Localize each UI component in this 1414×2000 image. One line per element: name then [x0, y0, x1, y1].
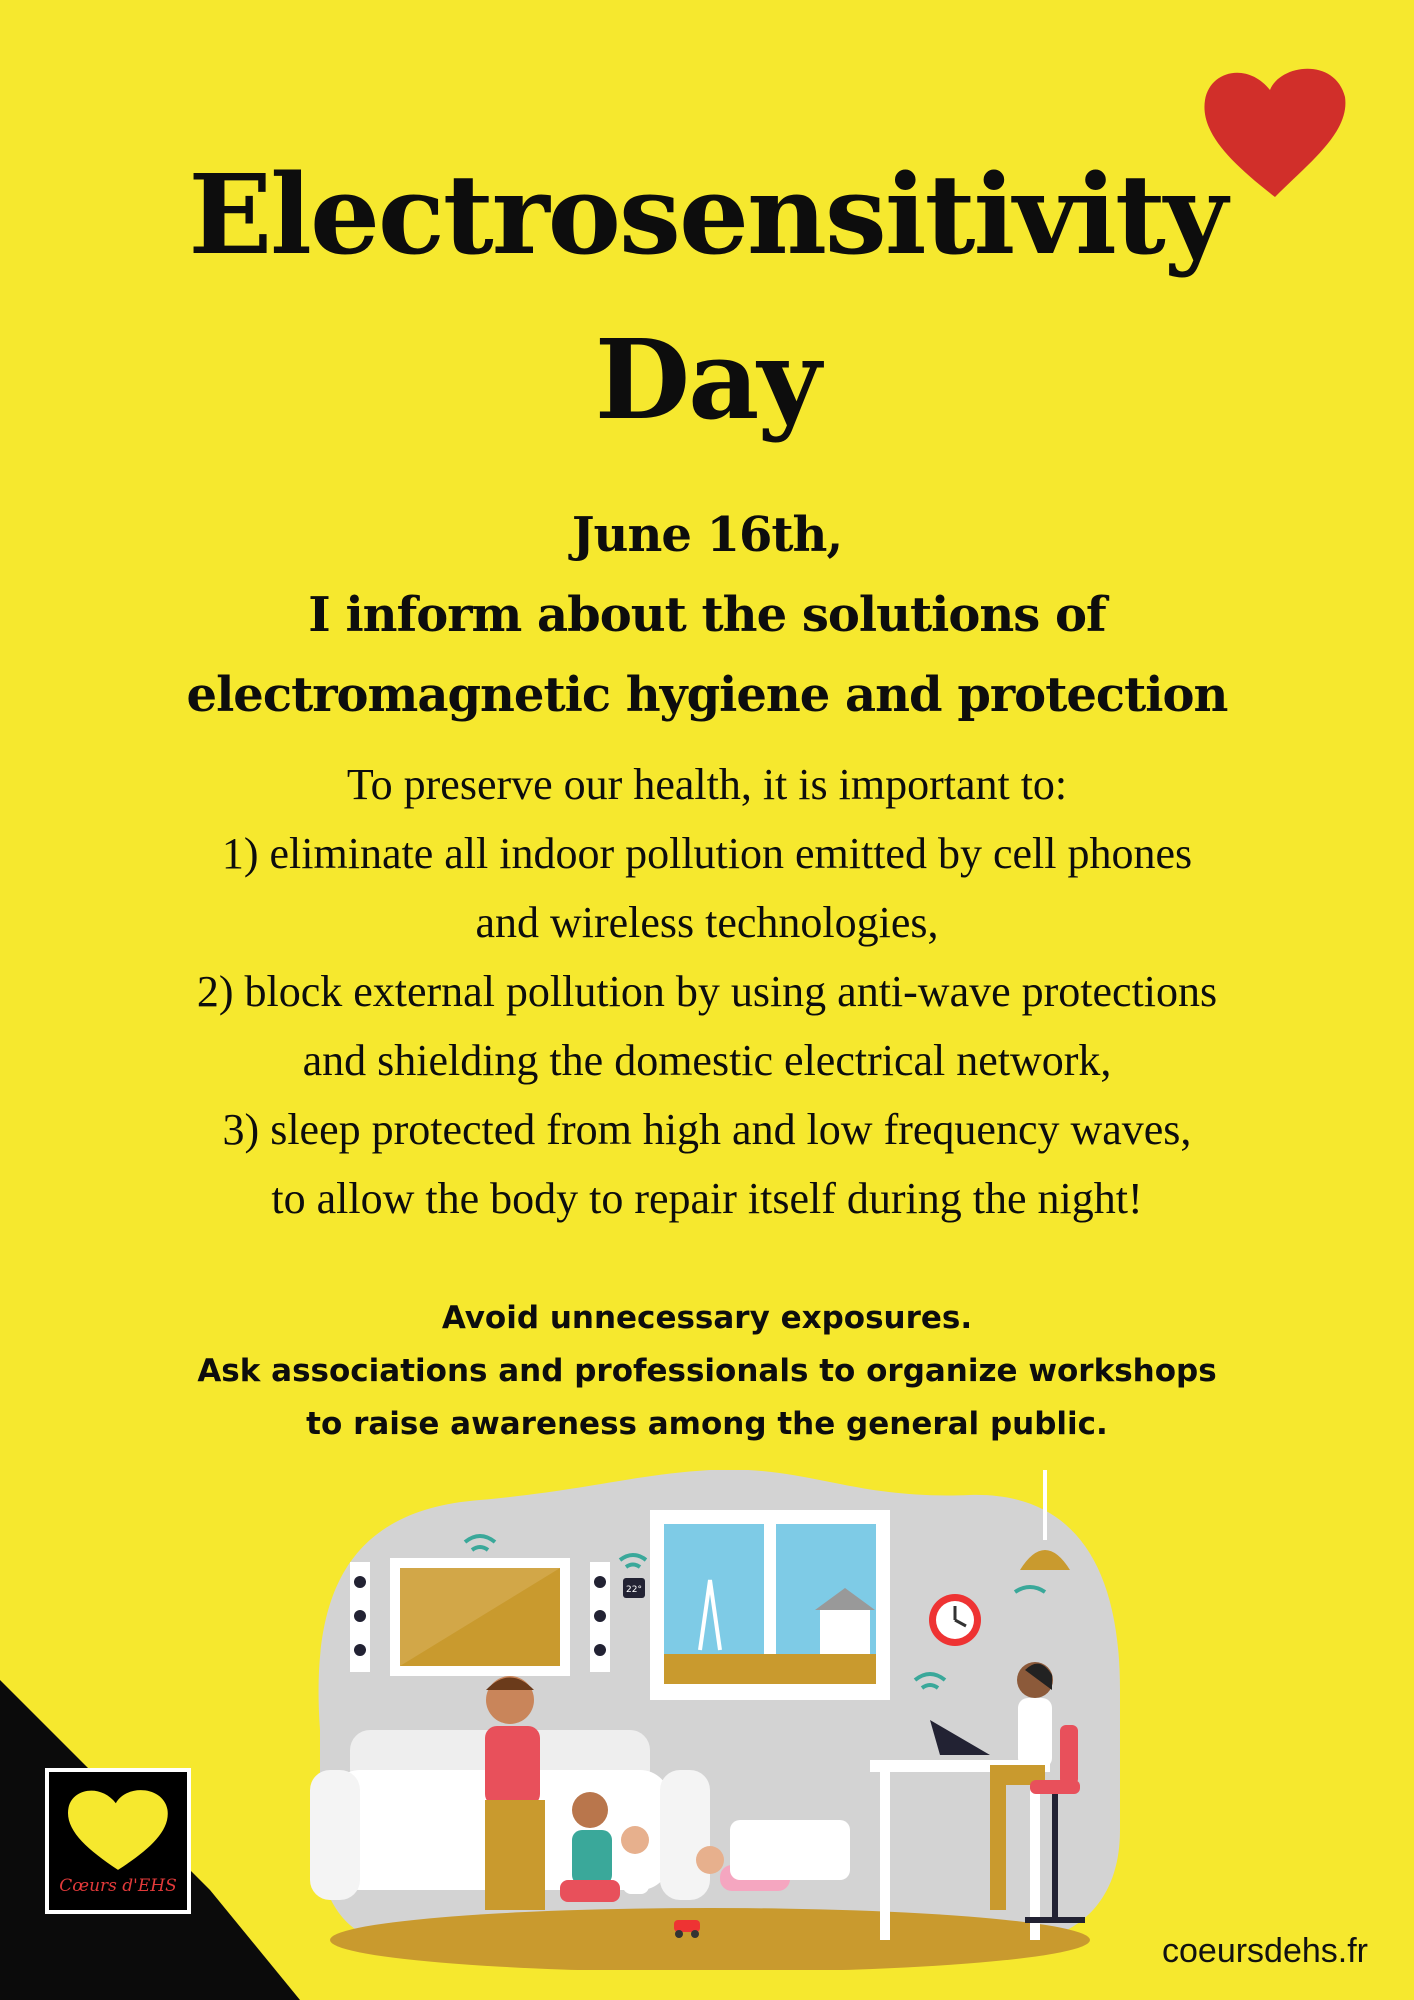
note-line: Avoid unnecessary exposures. [441, 1300, 973, 1336]
body-line: and shielding the domestic electrical network, [302, 1036, 1112, 1085]
subtitle [0, 495, 1414, 735]
body-line: To preserve our health, it is important to: [346, 760, 1068, 809]
body-line: 3) sleep protected from high and low frequency waves, [222, 1105, 1192, 1154]
thermostat-reading: 22° [626, 1585, 642, 1595]
note-text [0, 1292, 1414, 1451]
subtitle-line: electromagnetic hygiene and protection [186, 667, 1228, 723]
living-room-illustration [290, 1470, 1130, 1970]
body-text [0, 750, 1414, 1233]
note-line: Ask associations and professionals to organize workshops [197, 1353, 1217, 1389]
coeurs-dehs-logo [45, 1768, 191, 1914]
note-line: to raise awareness among the general public. [306, 1406, 1108, 1442]
body-line: and wireless technologies, [475, 898, 939, 947]
subtitle-date: June 16th, [571, 507, 843, 563]
title-line-2: Day [594, 315, 820, 444]
heart-icon [64, 1786, 172, 1872]
body-line: 2) block external pollution by using anti-wave protections [196, 967, 1218, 1016]
logo-text: Cœurs d'EHS [59, 1876, 177, 1896]
body-line: 1) eliminate all indoor pollution emitted by cell phones [221, 829, 1193, 878]
website-link[interactable]: coeursdehs.fr [1162, 1932, 1368, 1970]
title-line-1: Electrosensitivity [188, 150, 1226, 279]
body-line: to allow the body to repair itself during the night! [271, 1174, 1143, 1223]
subtitle-line: I inform about the solutions of [308, 587, 1106, 643]
